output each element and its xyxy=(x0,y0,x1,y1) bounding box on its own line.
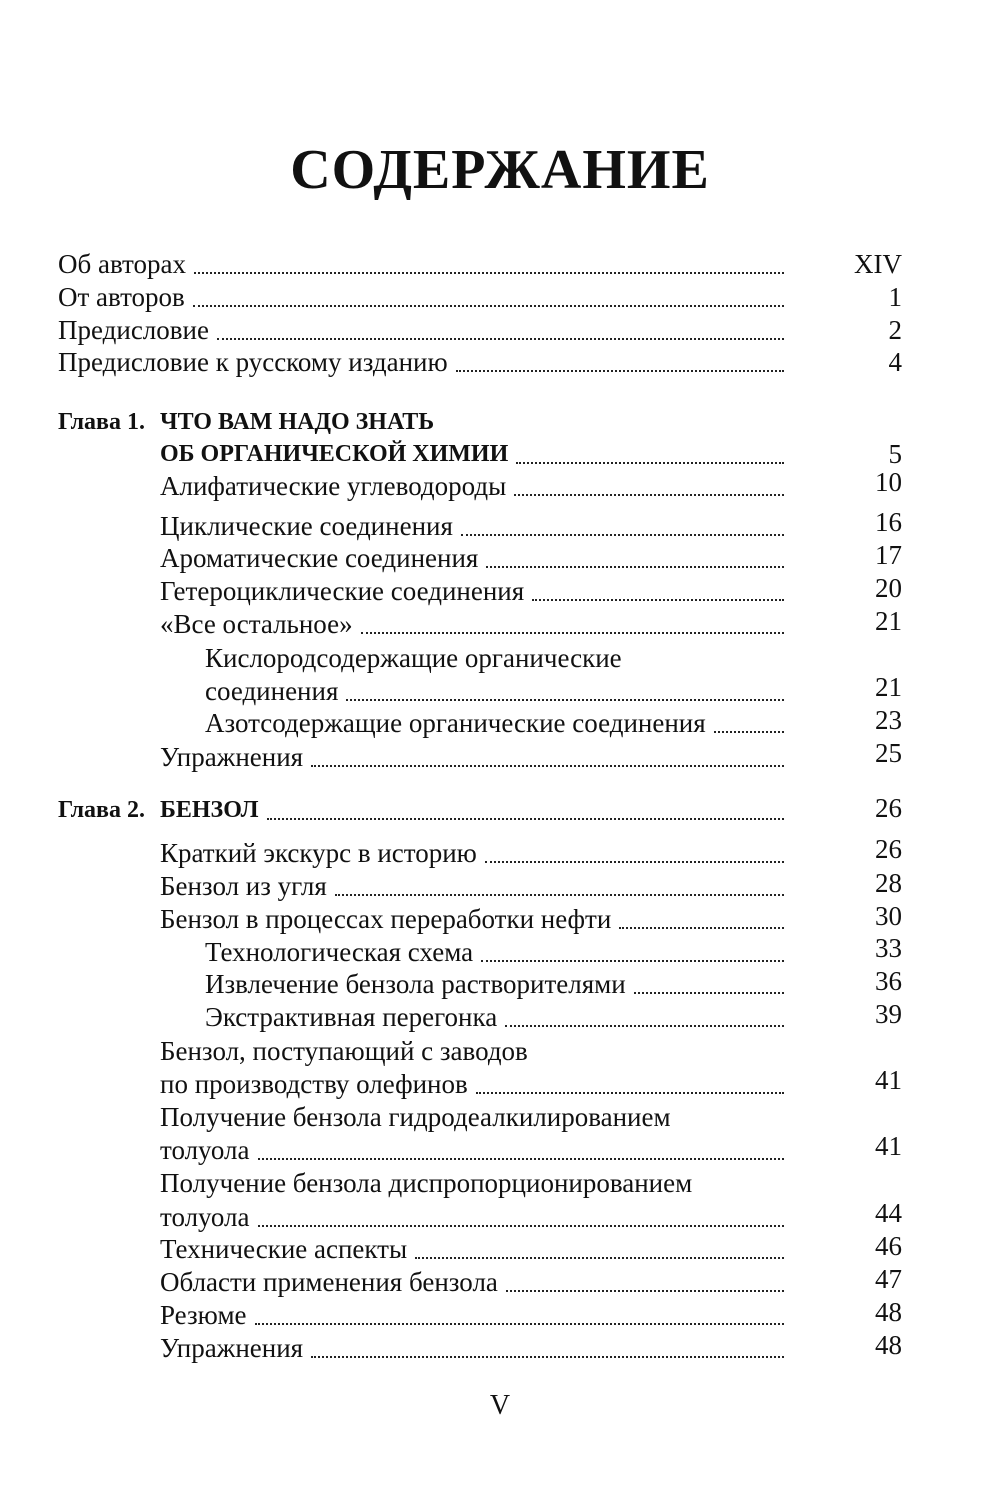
toc-page-number: XIV xyxy=(854,249,902,279)
toc-label: От авторов xyxy=(58,282,185,312)
dot-leader xyxy=(255,1323,784,1325)
toc-label: по производству олефинов xyxy=(160,1069,468,1099)
chapter-1-prefix: Глава 1. xyxy=(58,409,145,435)
toc-label: Ароматические соединения xyxy=(160,543,479,573)
chapter-2-prefix: Глава 2. xyxy=(58,797,145,823)
dot-leader xyxy=(456,370,784,372)
toc-entry-line1: Бензол, поступающий с заводов xyxy=(160,1036,528,1066)
toc-page-number: 26 xyxy=(875,793,902,823)
page-title: СОДЕРЖАНИЕ xyxy=(290,139,710,201)
dot-leader xyxy=(311,765,784,767)
toc-label: толуола xyxy=(160,1135,250,1165)
dot-leader xyxy=(311,1356,784,1358)
toc-entry-line1: Получение бензола диспропорционированием xyxy=(160,1168,693,1198)
toc-entry[interactable] xyxy=(160,510,790,542)
toc-page-number: 1 xyxy=(888,282,902,312)
toc-page-number: 39 xyxy=(875,999,902,1029)
toc-label: Извлечение бензола растворителями xyxy=(205,969,626,999)
toc-label: Резюме xyxy=(160,1300,247,1330)
toc-label: Бензол в процессах переработки нефти xyxy=(160,904,612,934)
dot-leader xyxy=(461,534,784,536)
toc-entry[interactable] xyxy=(160,1332,790,1364)
toc-entry[interactable] xyxy=(205,707,790,739)
toc-entry[interactable] xyxy=(160,1068,790,1100)
dot-leader xyxy=(476,1092,784,1094)
toc-page-number: 16 xyxy=(875,507,902,537)
dot-leader xyxy=(619,927,784,929)
dot-leader xyxy=(267,818,784,820)
toc-entry-preface-russian[interactable] xyxy=(58,346,790,378)
toc-entry[interactable] xyxy=(160,1134,790,1166)
dot-leader xyxy=(361,632,784,634)
toc-entry[interactable] xyxy=(160,903,790,935)
toc-page-number: 23 xyxy=(875,705,902,735)
toc-label: Области применения бензола xyxy=(160,1267,498,1297)
folio-page-number: V xyxy=(489,1390,511,1421)
toc-entry-from-authors[interactable] xyxy=(58,281,790,313)
toc-page-number: 4 xyxy=(888,347,902,377)
toc-page-number: 28 xyxy=(875,868,902,898)
dot-leader xyxy=(194,272,784,274)
toc-entry[interactable] xyxy=(160,575,790,607)
toc-label: Технологическая схема xyxy=(205,937,474,967)
toc-label: Азотсодержащие органические соединения xyxy=(205,708,706,738)
chapter-1-title-line1: ЧТО ВАМ НАДО ЗНАТЬ xyxy=(160,409,435,435)
toc-entry[interactable] xyxy=(160,870,790,902)
toc-entry-line1: Получение бензола гидродеалкилированием xyxy=(160,1102,671,1132)
toc-entry-about-authors[interactable] xyxy=(58,248,790,280)
dot-leader xyxy=(335,894,784,896)
dot-leader xyxy=(217,338,784,340)
toc-page-number: 46 xyxy=(875,1231,902,1261)
dot-leader xyxy=(481,960,784,962)
toc-page-number: 41 xyxy=(875,1131,902,1161)
toc-page-number: 44 xyxy=(875,1198,902,1228)
toc-label: Упражнения xyxy=(160,1333,304,1363)
toc-label: ОБ ОРГАНИЧЕСКОЙ ХИМИИ xyxy=(160,441,509,467)
dot-leader xyxy=(346,699,784,701)
toc-page-number: 10 xyxy=(875,467,902,497)
toc-label: Краткий экскурс в историю xyxy=(160,838,477,868)
toc-entry[interactable] xyxy=(205,1001,790,1033)
toc-page-number: 2 xyxy=(888,315,902,345)
toc-page-number: 48 xyxy=(875,1330,902,1360)
toc-entry[interactable] xyxy=(160,837,790,869)
toc-entry[interactable] xyxy=(160,608,790,640)
toc-entry[interactable] xyxy=(205,936,790,968)
dot-leader xyxy=(714,731,784,733)
toc-entry[interactable] xyxy=(205,968,790,1000)
toc-label: Бензол из угля xyxy=(160,871,327,901)
toc-label: Упражнения xyxy=(160,742,304,772)
toc-page-number: 26 xyxy=(875,834,902,864)
toc-page-number: 21 xyxy=(875,606,902,636)
dot-leader xyxy=(258,1158,785,1160)
toc-page-number: 17 xyxy=(875,540,902,570)
dot-leader xyxy=(485,861,784,863)
dot-leader xyxy=(506,1290,784,1292)
toc-entry[interactable] xyxy=(160,1233,790,1265)
dot-leader xyxy=(486,566,784,568)
toc-entry[interactable] xyxy=(160,1299,790,1331)
toc-label: Об авторах xyxy=(58,249,186,279)
toc-page-number: 41 xyxy=(875,1065,902,1095)
toc-label: соединения xyxy=(205,676,339,706)
toc-label: толуола xyxy=(160,1202,250,1232)
toc-page-number: 30 xyxy=(875,901,902,931)
toc-entry[interactable] xyxy=(205,675,790,707)
dot-leader xyxy=(514,494,784,496)
toc-entry-line1: Кислородсодержащие органические xyxy=(205,643,622,673)
dot-leader xyxy=(258,1225,785,1227)
toc-entry[interactable] xyxy=(160,741,790,773)
toc-entry[interactable] xyxy=(160,1266,790,1298)
toc-label: Циклические соединения xyxy=(160,511,453,541)
dot-leader xyxy=(193,305,784,307)
toc-page-number: 20 xyxy=(875,573,902,603)
toc-page-number: 33 xyxy=(875,933,902,963)
toc-entry[interactable] xyxy=(160,470,790,502)
toc-label: Гетероциклические соединения xyxy=(160,576,525,606)
toc-label: Экстрактивная перегонка xyxy=(205,1002,498,1032)
toc-label: БЕНЗОЛ xyxy=(160,797,259,823)
toc-entry-preface[interactable] xyxy=(58,314,790,346)
toc-page-number: 48 xyxy=(875,1297,902,1327)
toc-page-number: 21 xyxy=(875,672,902,702)
toc-page-number: 47 xyxy=(875,1264,902,1294)
toc-page-number: 36 xyxy=(875,966,902,996)
dot-leader xyxy=(516,462,784,464)
toc-label: Технические аспекты xyxy=(160,1234,408,1264)
toc-entry-chapter-2[interactable] xyxy=(160,794,790,826)
dot-leader xyxy=(634,992,784,994)
toc-entry[interactable] xyxy=(160,1201,790,1233)
toc-label: Предисловие к русскому изданию xyxy=(58,347,448,377)
toc-entry[interactable] xyxy=(160,542,790,574)
toc-label: Предисловие xyxy=(58,315,209,345)
toc-page-number: 25 xyxy=(875,738,902,768)
dot-leader xyxy=(532,599,784,601)
toc-label: «Все остальное» xyxy=(160,609,353,639)
toc-label: Алифатические углеводороды xyxy=(160,471,507,501)
dot-leader xyxy=(415,1257,784,1259)
toc-page-number: 5 xyxy=(888,439,902,469)
toc-entry-chapter-1[interactable] xyxy=(160,438,790,470)
dot-leader xyxy=(505,1025,784,1027)
